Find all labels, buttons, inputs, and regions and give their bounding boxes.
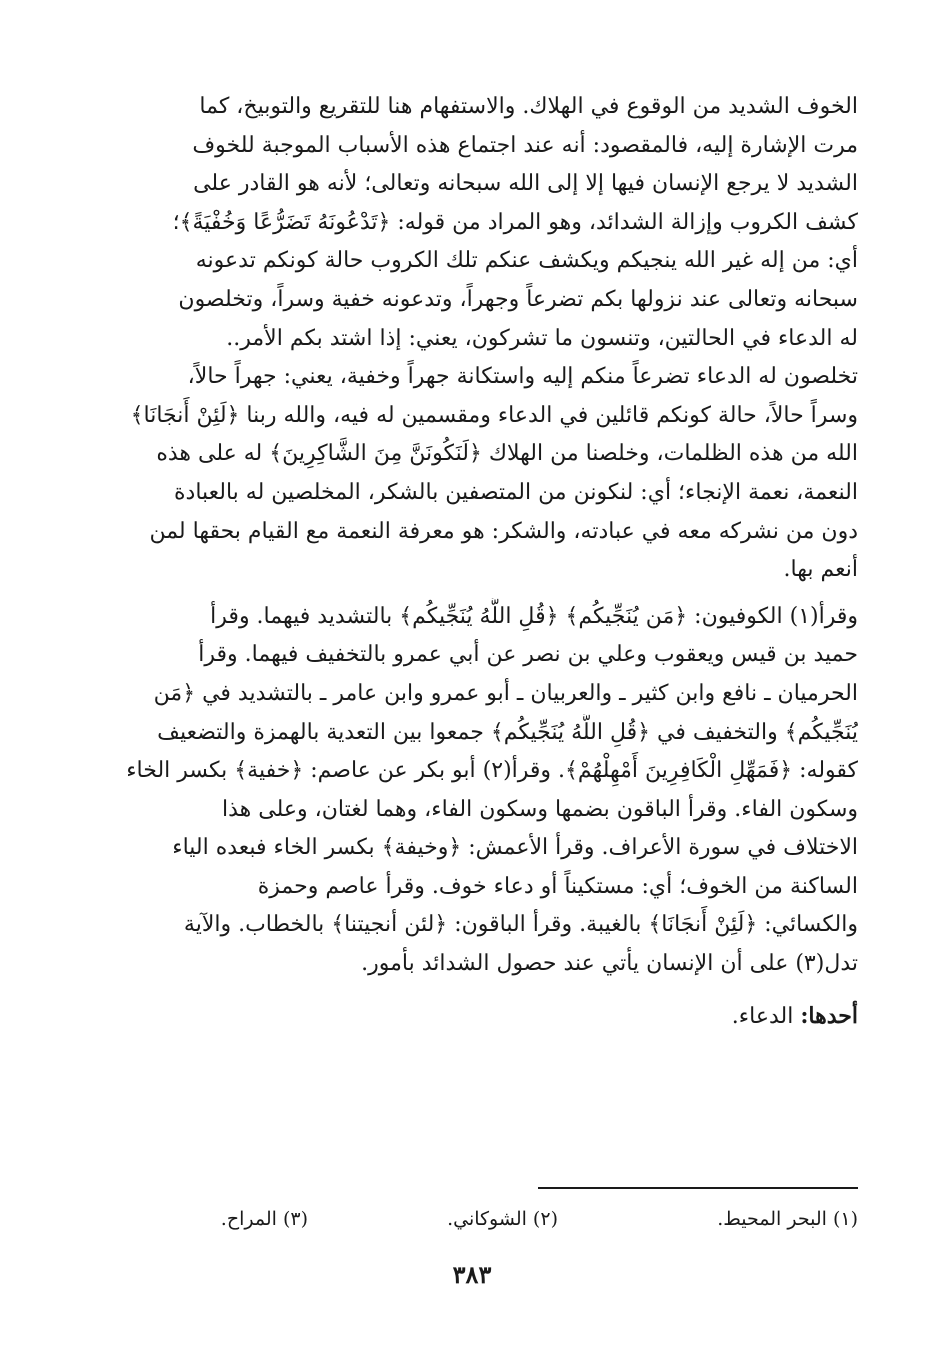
text-line: الساكنة من الخوف؛ أي: مستكيناً أو دعاء خوف. وقرأ عاصم وحمزة (257, 873, 858, 899)
footnote-3: (٣) المراح. (220, 1208, 308, 1230)
section-heading (80, 996, 858, 1037)
text-line: الحرميان ـ نافع وابن كثير ـ والعربيان ـ أبو عمرو وابن عامر ـ بالتشديد في ﴿مَن (153, 680, 858, 706)
text-line: دون من نشركه معه في عبادته، والشكر: هو معرفة النعمة مع القيام بحقها لمن (149, 518, 858, 544)
text-line: وسراً حالاً، حالة كونكم قائلين في الدعاء ومقسمين له فيه، والله ربنا ﴿لَئِنْ أَنجَانَا﴾ (130, 402, 858, 428)
body-text (80, 88, 858, 1037)
text-line: له الدعاء في الحالتين، وتنسون ما تشركون، يعني: إذا اشتد بكم الأمر.. (226, 325, 858, 351)
text-line: وقرأ(١) الكوفيون: ﴿مَن يُنَجِّيكُم﴾ ﴿قُلِ اللَّهُ يُنَجِّيكُم﴾ بالتشديد فيهما. وقرأ (210, 603, 858, 629)
text-line: سبحانه وتعالى عند نزولها بكم تضرعاً وجهراً، وتدعونه خفية وسراً، وتخلصون (178, 286, 858, 312)
footnote-1: (١) البحر المحيط. (717, 1208, 858, 1230)
text-line: الخوف الشديد من الوقوع في الهلاك. والاستفهام هنا للتقريع والتوبيخ، كما (199, 94, 858, 119)
heading-label: أحدها: (800, 1002, 858, 1029)
text-line: كشف الكروب وإزالة الشدائد، وهو المراد من قوله: ﴿تَدْعُونَهُ تَضَرُّعًا وَخُفْيَةً﴾؛ (172, 209, 858, 235)
text-line: أي: من إله غير الله ينجيكم ويكشف عنكم تلك الكروب حالة كونكم تدعونه (195, 248, 858, 274)
heading-text: الدعاء. (731, 1003, 794, 1029)
text-line: تدل(٣) على أن الإنسان يأتي عند حصول الشدائد بأمور. (361, 951, 858, 977)
page-number: ٣٨٣ (452, 1260, 492, 1289)
text-line: كقوله: ﴿فَمَهِّلِ الْكَافِرِينَ أَمْهِلْهُمْ﴾. وقرأ(٢) أبو بكر عن عاصم: ﴿خفية﴾ بكسر الخاء (126, 758, 858, 784)
text-line: الله من هذه الظلمات، وخلصنا من الهلاك ﴿لَنَكُونَنَّ مِنَ الشَّاكِرِينَ﴾ له على هذه (156, 441, 858, 467)
paragraph-2 (80, 598, 858, 984)
paragraph-1 (80, 88, 858, 590)
text-line: مرت الإشارة إليه، فالمقصود: أنه عند اجتماع هذه الأسباب الموجبة للخوف (192, 132, 858, 158)
text-line: الشديد لا يرجع الإنسان فيها إلا إلى الله سبحانه وتعالى؛ لأنه هو القادر على (193, 171, 858, 197)
text-line: النعمة، نعمة الإنجاء؛ أي: لنكونن من المتصفين بالشكر، المخلصين له بالعبادة (174, 479, 858, 505)
footnote-separator (538, 1187, 858, 1189)
text-line: وسكون الفاء. وقرأ الباقون بضمها وسكون الفاء، وهما لغتان، وعلى هذا (221, 796, 858, 822)
text-line: حميد بن قيس ويعقوب وعلي بن نصر عن أبي عمرو بالتخفيف فيهما. وقرأ (198, 642, 858, 668)
text-line: يُنَجِّيكُم﴾ والتخفيف في ﴿قُلِ اللَّهُ يُنَجِّيكُم﴾ جمعوا بين التعدية بالهمزة والتضعيف (157, 719, 858, 745)
text-line: والكسائي: ﴿لَئِنْ أَنجَانَا﴾ بالغيبة. وقرأ الباقون: ﴿لئن أنجيتنا﴾ بالخطاب. والآية (183, 912, 858, 938)
text-line: أنعم بها. (783, 557, 858, 583)
footnote-2: (٢) الشوكاني. (447, 1208, 558, 1230)
text-line: تخلصون له الدعاء تضرعاً منكم إليه واستكانة جهراً وخفية، يعني: جهراً حالاً، (187, 364, 858, 390)
text-line: الاختلاف في سورة الأعراف. وقرأ الأعمش: ﴿وخيفة﴾ بكسر الخاء فبعده الياء (172, 835, 858, 861)
